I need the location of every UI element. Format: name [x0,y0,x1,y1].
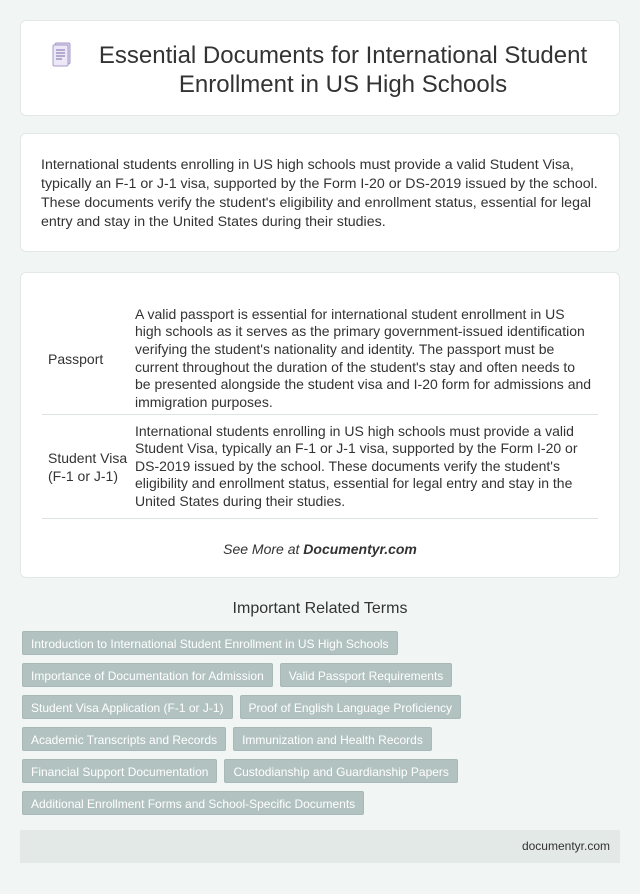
related-terms-heading: Important Related Terms [232,600,408,617]
related-terms-list [22,631,622,815]
footer [20,830,620,863]
see-more-prefix: See More at [223,541,304,557]
document-description: A valid passport is essential for international student enrollment in US high schools as it serves as the primary government-issued identification verifying the student's nationality and identity. The passport must be current throughout the duration of the student's stay and often needs to be presented alongside the student visa and I-20 form for admissions and immigration purposes. [135,305,592,410]
related-term-tag[interactable]: Student Visa Application (F-1 or J-1) [22,695,233,719]
footer-site-link[interactable]: documentyr.com [521,839,610,853]
table-row [42,415,598,519]
related-term-tag[interactable]: Immunization and Health Records [233,727,432,751]
related-term-tag[interactable]: Custodianship and Guardianship Papers [224,759,457,783]
related-term-tag[interactable]: Academic Transcripts and Records [22,727,226,751]
header-card [20,20,620,116]
see-more-site: Documentyr.com [303,541,417,557]
intro-card [20,133,620,252]
documents-table [42,303,598,519]
intro-paragraph: International students enrolling in US high schools must provide a valid Student Visa, typically an F-1 or J-1 visa, supported by the Form I-20 or DS-2019 issued by the school. These documents verify the student's eligibility and enrollment status, essential for legal entry and stay in the United States during their studies. [41,157,598,230]
related-term-tag[interactable]: Importance of Documentation for Admission [22,663,273,687]
table-row [42,303,598,415]
related-term-tag[interactable]: Valid Passport Requirements [280,663,453,687]
related-term-tag[interactable]: Financial Support Documentation [22,759,217,783]
related-term-tag[interactable]: Introduction to International Student Enrollment in US High Schools [22,631,398,655]
document-name: Passport [48,350,104,367]
documents-table-card [20,272,620,578]
document-description: International students enrolling in US high schools must provide a valid Student Visa, typically an F-1 or J-1 visa, supported by the Form I-20 or DS-2019 issued by the school. These documents verify the student's eligibility and enrollment status, essential for legal entry and stay in the United States during their studies. [135,422,578,509]
related-term-tag[interactable]: Additional Enrollment Forms and School-Specific Documents [22,791,364,815]
see-more-link[interactable] [21,541,619,557]
related-term-tag[interactable]: Proof of English Language Proficiency [240,695,461,719]
document-name: Student Visa (F-1 or J-1) [48,449,128,484]
page-title: Essential Documents for International Student Enrollment in US High Schools [98,42,588,98]
